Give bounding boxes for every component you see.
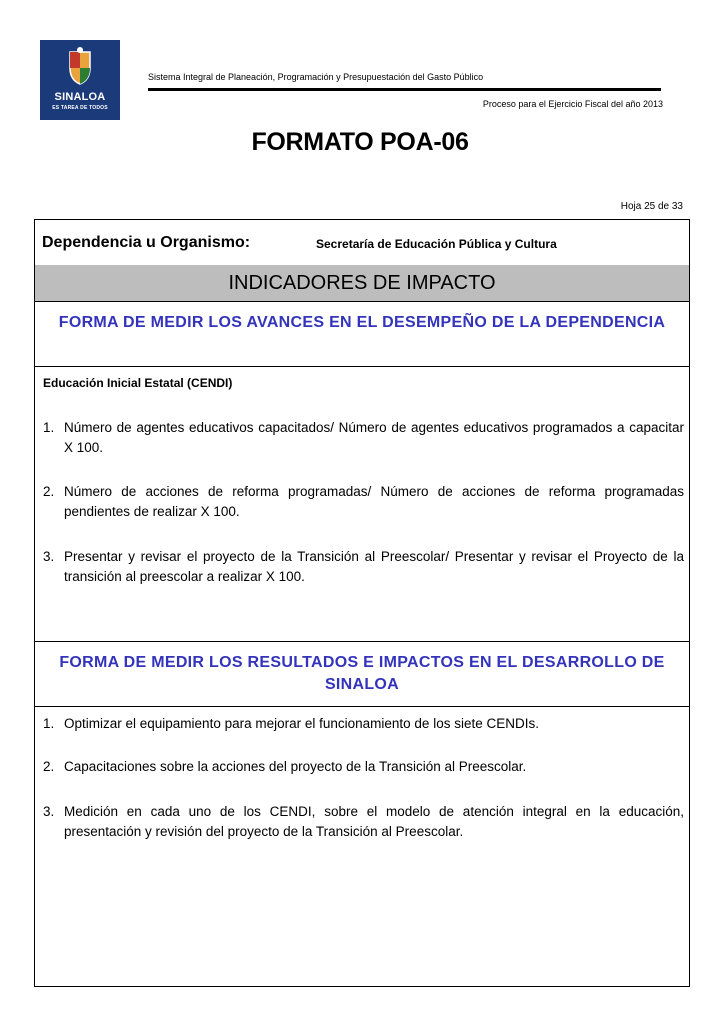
advances-subheading: Educación Inicial Estatal (CENDI) — [43, 376, 233, 390]
advances-heading: FORMA DE MEDIR LOS AVANCES EN EL DESEMPEÑO DE LA DEPENDENCIA — [35, 302, 689, 367]
dependency-label: Dependencia u Organismo: — [42, 234, 251, 251]
item-number: 1. — [43, 716, 55, 731]
results-item — [43, 757, 684, 777]
item-number: 2. — [43, 759, 55, 774]
item-text: Presentar y revisar el proyecto de la Transición al Preescolar/ Presentar y revisar el Proyecto de la transición al preescolar a realizar X 100. — [64, 549, 684, 584]
item-number: 3. — [43, 804, 55, 819]
sinaloa-logo — [40, 40, 120, 120]
item-number: 2. — [43, 484, 55, 499]
form-box — [34, 219, 690, 987]
logo-name: SINALOA — [54, 91, 106, 103]
item-text: Medición en cada uno de los CENDI, sobre el modelo de atención integral en la educación, presentación y revisión del proyecto de la Transición al Preescolar. — [64, 804, 684, 839]
item-text: Capacitaciones sobre la acciones del proyecto de la Transición al Preescolar. — [64, 759, 527, 774]
advances-item — [43, 547, 684, 587]
coat-of-arms-icon — [64, 46, 96, 86]
page-title: FORMATO POA-06 — [251, 128, 469, 156]
item-text: Optimizar el equipamiento para mejorar el funcionamiento de los siete CENDIs. — [64, 716, 539, 731]
header-divider — [148, 88, 661, 91]
item-number: 3. — [43, 549, 55, 564]
dependency-value: Secretaría de Educación Pública y Cultura — [316, 237, 557, 251]
advances-item — [43, 418, 684, 458]
logo-tagline: ES TAREA DE TODOS — [52, 105, 108, 111]
dependency-row — [35, 220, 689, 266]
results-heading: FORMA DE MEDIR LOS RESULTADOS E IMPACTOS EN EL DESARROLLO DE SINALOA — [35, 641, 689, 707]
section-title: INDICADORES DE IMPACTO — [35, 265, 689, 302]
sheet-number: Hoja 25 de 33 — [620, 201, 683, 212]
system-title: Sistema Integral de Planeación, Programación y Presupuestación del Gasto Público — [148, 72, 484, 82]
results-item — [43, 802, 684, 842]
item-number: 1. — [43, 420, 55, 435]
results-item — [43, 714, 684, 734]
process-year: Proceso para el Ejercicio Fiscal del año 2013 — [482, 99, 663, 109]
item-text: Número de acciones de reforma programadas/ Número de acciones de reforma programadas pendientes de realizar X 100. — [64, 484, 684, 519]
item-text: Número de agentes educativos capacitados/ Número de agentes educativos programados a capacitar X 100. — [64, 420, 684, 455]
advances-item — [43, 482, 684, 522]
